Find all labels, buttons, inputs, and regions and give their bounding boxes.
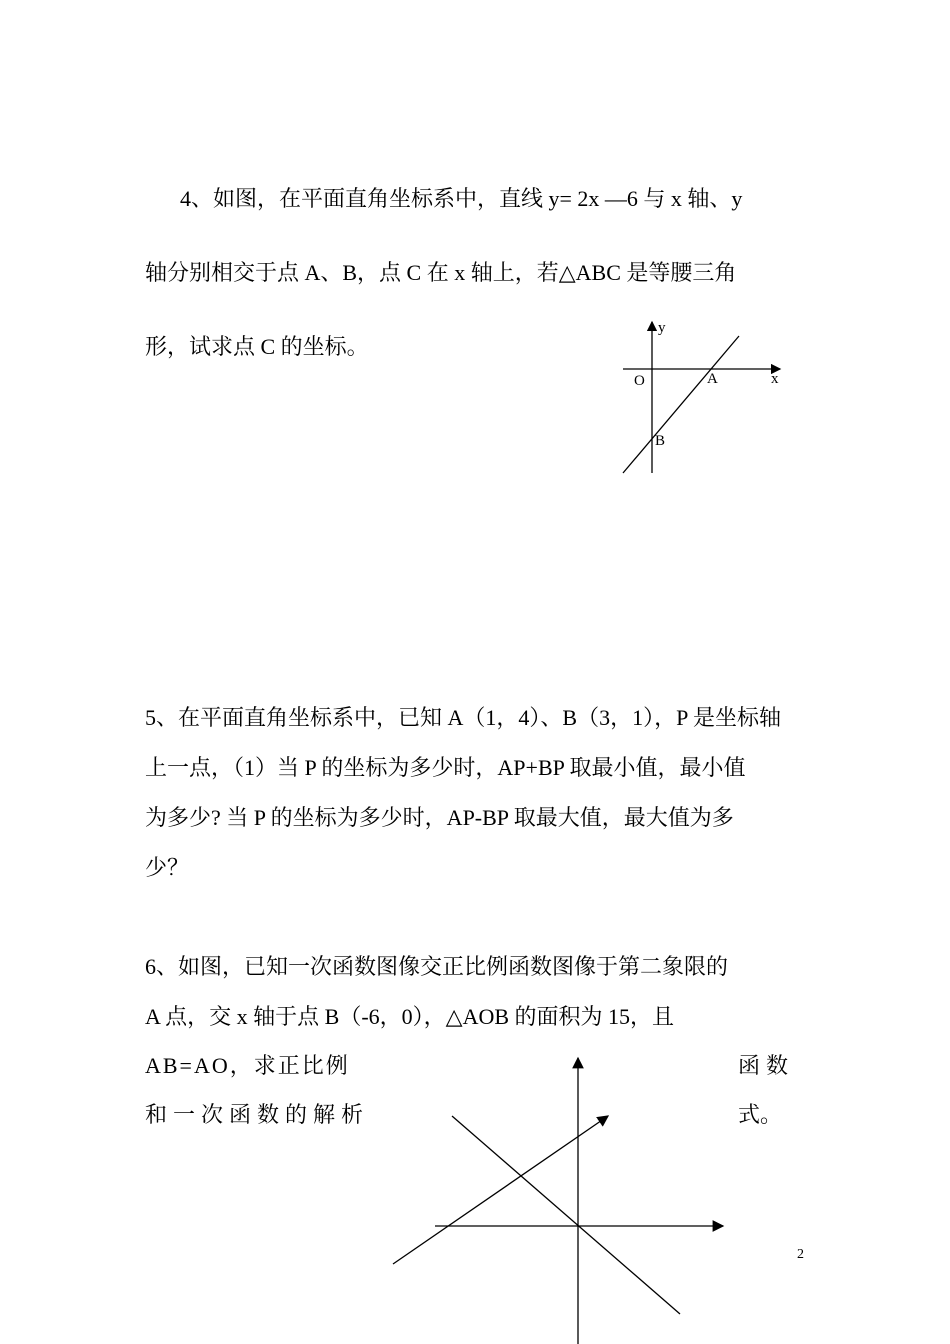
problem4-line3: 形，试求点 C 的坐标。: [145, 334, 369, 359]
problem4-line1: 4、如图，在平面直角坐标系中，直线 y= 2x —6 与 x 轴、y: [180, 186, 743, 211]
origin-label: O: [634, 373, 645, 389]
point-a-label: A: [707, 371, 718, 387]
y-axis-label: y: [658, 320, 666, 336]
line-y-2x-6: [623, 336, 739, 473]
page-number: 2: [797, 1247, 804, 1262]
line-one: [393, 1116, 608, 1264]
problem6-line1: 6、如图，已知一次函数图像交正比例函数图像于第二象限的: [145, 954, 729, 979]
problem5-line4: 少？: [145, 855, 190, 880]
problem6-line2: A 点，交 x 轴于点 B（-6，0），△AOB 的面积为 15，且: [145, 1004, 675, 1029]
problem6-line4-right: 式。: [738, 1102, 783, 1127]
problem5-line3: 为多少? 当 P 的坐标为多少时，AP-BP 取最大值，最大值为多: [145, 805, 734, 830]
problem5-line1: 5、在平面直角坐标系中，已知 A（1，4）、B（3，1），P 是坐标轴: [145, 705, 781, 730]
point-b-label: B: [655, 433, 666, 449]
problem6-figure: [390, 1054, 730, 1344]
problem5-line2: 上一点，（1）当 P 的坐标为多少时，AP+BP 取最小值，最小值: [145, 755, 746, 780]
problem4-line2: 轴分别相交于点 A、B，点 C 在 x 轴上，若△ABC 是等腰三角: [145, 260, 737, 285]
problem6-line4-left: 和一次函数的解析: [145, 1102, 370, 1127]
problem4-figure: [615, 318, 815, 478]
problem6-line3-left: AB=AO，求正比例: [145, 1053, 350, 1078]
problem6-line3-right: 函数: [738, 1053, 795, 1078]
x-axis-label: x: [771, 371, 779, 387]
